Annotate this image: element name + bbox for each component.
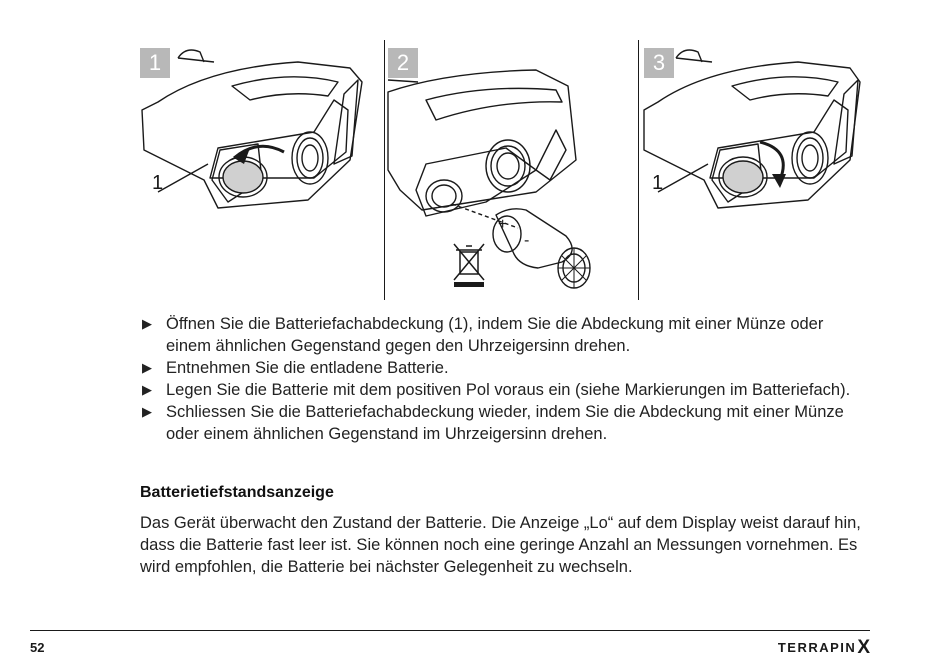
figure-step-3 <box>642 40 868 300</box>
rangefinder-open-illustration <box>138 40 374 300</box>
bullet-arrow-icon: ▶ <box>142 360 152 375</box>
brand-name: TERRAPIN <box>777 640 857 655</box>
bullet-arrow-icon: ▶ <box>142 316 152 331</box>
step-number-badge: 2 <box>388 48 418 78</box>
minus-pole-label: - <box>524 232 530 249</box>
figure-step-1 <box>138 40 374 300</box>
instruction-list <box>140 313 870 445</box>
bullet-arrow-icon: ▶ <box>142 404 152 419</box>
page-number: 52 <box>30 640 45 655</box>
plus-pole-label: + <box>498 216 508 233</box>
illustration-row <box>138 40 868 300</box>
instruction-text: Legen Sie die Batterie mit dem positiven Pol voraus ein (siehe Markierungen im Batteriefach). <box>166 381 851 399</box>
figure-divider <box>384 40 385 300</box>
section-heading: Batterietiefstandsanzeige <box>140 484 334 501</box>
section-body: Das Gerät überwacht den Zustand der Batterie. Die Anzeige „Lo“ auf dem Display weist darauf hin, dass die Batterie fast leer ist. Sie können noch eine geringe Anzahl an Messungen vornehmen. Es wird empfohlen, die Batterie bei nächster Gelegenheit zu wechseln. <box>140 514 861 576</box>
footer-divider <box>30 630 870 631</box>
callout-label: 1 <box>152 172 164 194</box>
brand-logo <box>764 638 870 658</box>
callout-label: 1 <box>652 172 664 194</box>
step-number-badge: 3 <box>644 48 674 78</box>
rangefinder-close-illustration <box>642 40 868 300</box>
instruction-text: Schliessen Sie die Batteriefachabdeckung wieder, indem Sie die Abdeckung mit einer Münze oder einem ähnlichen Gegenstand im Uhrzeigersinn drehen. <box>166 403 844 443</box>
instruction-text: Entnehmen Sie die entladene Batterie. <box>166 359 449 377</box>
battery-insert-illustration <box>386 40 626 300</box>
bullet-arrow-icon: ▶ <box>142 382 152 397</box>
figure-step-2 <box>386 40 626 300</box>
brand-mark: X <box>857 637 870 658</box>
instruction-step <box>140 379 870 401</box>
instruction-text: Öffnen Sie die Batteriefachabdeckung (1), indem Sie die Abdeckung mit einer Münze oder einem ähnlichen Gegenstand gegen den Uhrzeigersinn drehen. <box>166 315 824 355</box>
instruction-step <box>140 357 870 379</box>
step-number-badge: 1 <box>140 48 170 78</box>
instruction-step <box>140 313 870 357</box>
crossed-out-bin-icon <box>454 244 484 287</box>
instruction-step <box>140 401 870 445</box>
figure-divider <box>638 40 639 300</box>
